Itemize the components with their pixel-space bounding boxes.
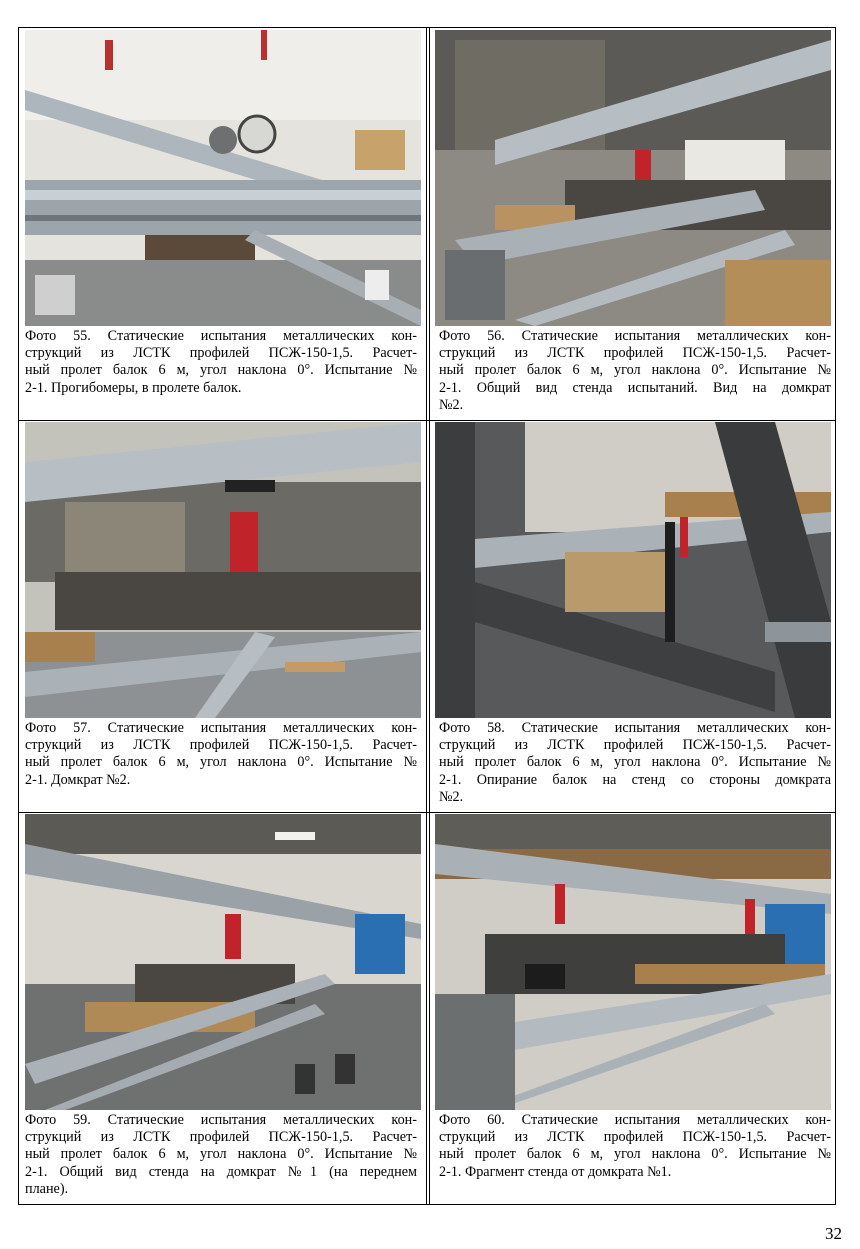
caption-line: Фото 55. Статические испытания металлических кон-	[25, 328, 417, 344]
caption-line: Фото 58. Статические испытания металлических кон-	[439, 720, 831, 736]
caption-59	[25, 1112, 417, 1198]
caption-line: ный пролет балок 6 м, угол наклона 0°. Испытание №	[439, 1146, 831, 1163]
caption-line: ный пролет балок 6 м, угол наклона 0°. Испытание №	[25, 1146, 417, 1163]
caption-58	[439, 720, 831, 806]
caption-line: №2.	[439, 396, 464, 413]
caption-line: 2-1. Опирание балок на стенд со стороны домкрата	[439, 771, 831, 788]
photo-58	[435, 422, 831, 718]
photo-60-image	[435, 814, 831, 1110]
photo-59	[25, 814, 421, 1110]
caption-line: струкций из ЛСТК профилей ПСЖ-150-1,5. Расчет-	[439, 737, 831, 754]
photo-56	[435, 30, 831, 326]
photo-55	[25, 30, 421, 326]
caption-line: ный пролет балок 6 м, угол наклона 0°. Испытание №	[25, 754, 417, 771]
column-divider	[426, 28, 427, 1204]
caption-line: Фото 57. Статические испытания металлических кон-	[25, 720, 417, 736]
caption-line: ный пролет балок 6 м, угол наклона 0°. Испытание №	[439, 362, 831, 379]
caption-line: струкций из ЛСТК профилей ПСЖ-150-1,5. Расчет-	[25, 737, 417, 754]
page-number: 32	[825, 1224, 842, 1243]
caption-line: струкций из ЛСТК профилей ПСЖ-150-1,5. Расчет-	[439, 345, 831, 362]
caption-line: Фото 56. Статические испытания металлических кон-	[439, 328, 831, 344]
caption-55	[25, 328, 417, 397]
caption-line: №2.	[439, 788, 464, 805]
photo-57	[25, 422, 421, 718]
caption-line: 2-1. Фрагмент стенда от домкрата №1.	[439, 1163, 672, 1180]
caption-line: струкций из ЛСТК профилей ПСЖ-150-1,5. Расчет-	[25, 345, 417, 362]
caption-line: ный пролет балок 6 м, угол наклона 0°. Испытание №	[439, 754, 831, 771]
photo-60	[435, 814, 831, 1110]
photo-59-image	[25, 814, 421, 1110]
caption-60	[439, 1112, 831, 1181]
caption-line: 2-1. Общий вид стенда испытаний. Вид на домкрат	[439, 379, 831, 396]
caption-line: струкций из ЛСТК профилей ПСЖ-150-1,5. Расчет-	[25, 1129, 417, 1146]
caption-line: 2-1. Общий вид стенда на домкрат №1 (на переднем	[25, 1163, 417, 1180]
caption-line: Фото 59. Статические испытания металлических кон-	[25, 1112, 417, 1128]
caption-line: 2-1. Прогибомеры, в пролете балок.	[25, 379, 242, 396]
photo-57-image	[25, 422, 421, 718]
caption-line: Фото 60. Статические испытания металлических кон-	[439, 1112, 831, 1128]
photo-table	[18, 27, 836, 1205]
caption-line: 2-1. Домкрат №2.	[25, 771, 131, 788]
column-divider	[429, 28, 430, 1204]
photo-55-image	[25, 30, 421, 326]
caption-line: ный пролет балок 6 м, угол наклона 0°. Испытание №	[25, 362, 417, 379]
row-divider	[19, 812, 835, 813]
photo-58-image	[435, 422, 831, 718]
caption-56	[439, 328, 831, 414]
caption-line: плане).	[25, 1180, 69, 1197]
caption-line: струкций из ЛСТК профилей ПСЖ-150-1,5. Расчет-	[439, 1129, 831, 1146]
caption-57	[25, 720, 417, 789]
photo-56-image	[435, 30, 831, 326]
row-divider	[19, 420, 835, 421]
